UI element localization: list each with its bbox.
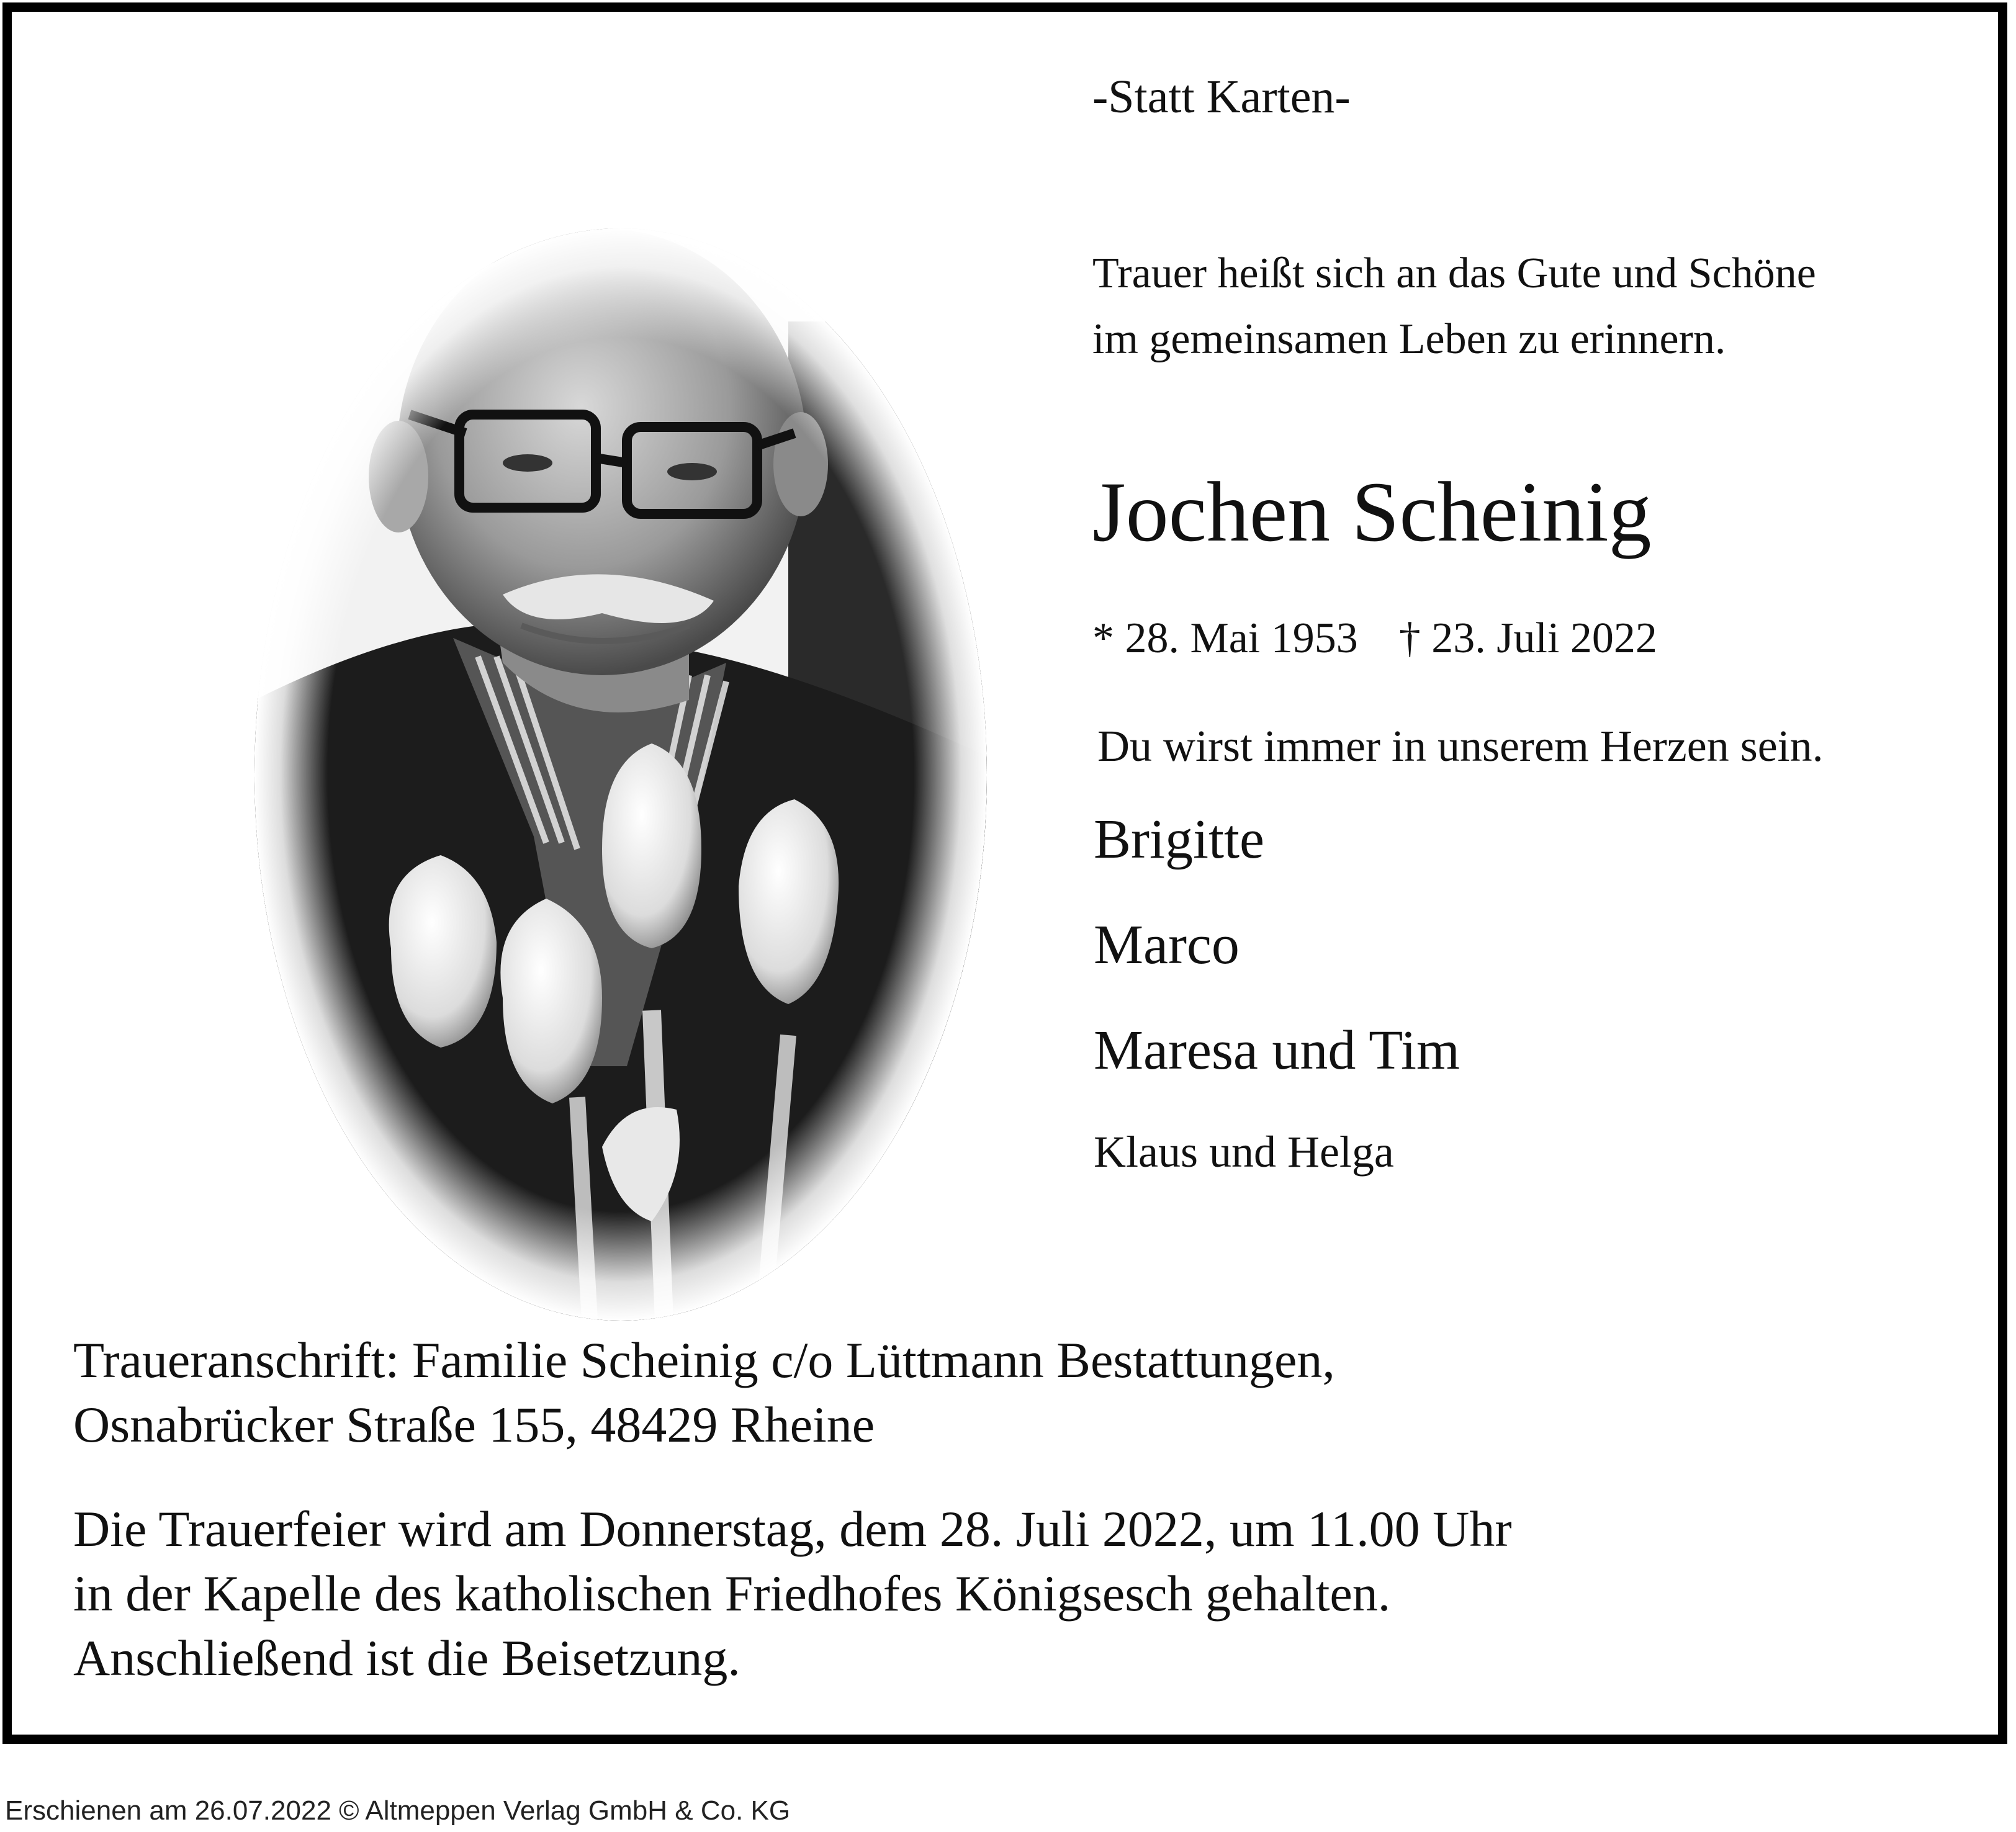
family-member: Klaus und Helga	[1094, 1127, 1394, 1177]
death-date: † 23. Juli 2022	[1398, 614, 1657, 662]
family-member: Maresa und Tim	[1094, 1020, 1460, 1081]
quote-line: im gemeinsamen Leben zu erinnern.	[1092, 315, 1726, 363]
address-line: Traueranschrift: Familie Scheinig c/o Lüttmann Bestattungen,	[73, 1332, 1335, 1388]
family-member: Brigitte	[1094, 809, 1264, 870]
birth-date: * 28. Mai 1953	[1092, 614, 1358, 662]
life-dates	[1092, 614, 1657, 662]
farewell-line: Du wirst immer in unserem Herzen sein.	[1097, 721, 1824, 771]
ceremony-line: Die Trauerfeier wird am Donnerstag, dem 28. Juli 2022, um 11.00 Uhr	[73, 1501, 1512, 1557]
ceremony-line: Anschließend ist die Beisetzung.	[73, 1630, 740, 1686]
ceremony-line: in der Kapelle des katholischen Friedhofes Königsesch gehalten.	[73, 1565, 1391, 1622]
header-statt-karten: -Statt Karten-	[1092, 71, 1351, 123]
family-member: Marco	[1094, 914, 1240, 976]
mourning-address	[73, 1328, 1335, 1457]
publication-footer: Erschienen am 26.07.2022 © Altmeppen Verlag GmbH & Co. KG	[5, 1795, 791, 1826]
portrait-photo	[254, 228, 1012, 1321]
quote-line: Trauer heißt sich an das Gute und Schöne	[1092, 249, 1816, 297]
ceremony-info	[73, 1497, 1512, 1691]
quote	[1092, 241, 1816, 372]
address-line: Osnabrücker Straße 155, 48429 Rheine	[73, 1396, 875, 1453]
deceased-name: Jochen Scheinig	[1092, 464, 1652, 559]
